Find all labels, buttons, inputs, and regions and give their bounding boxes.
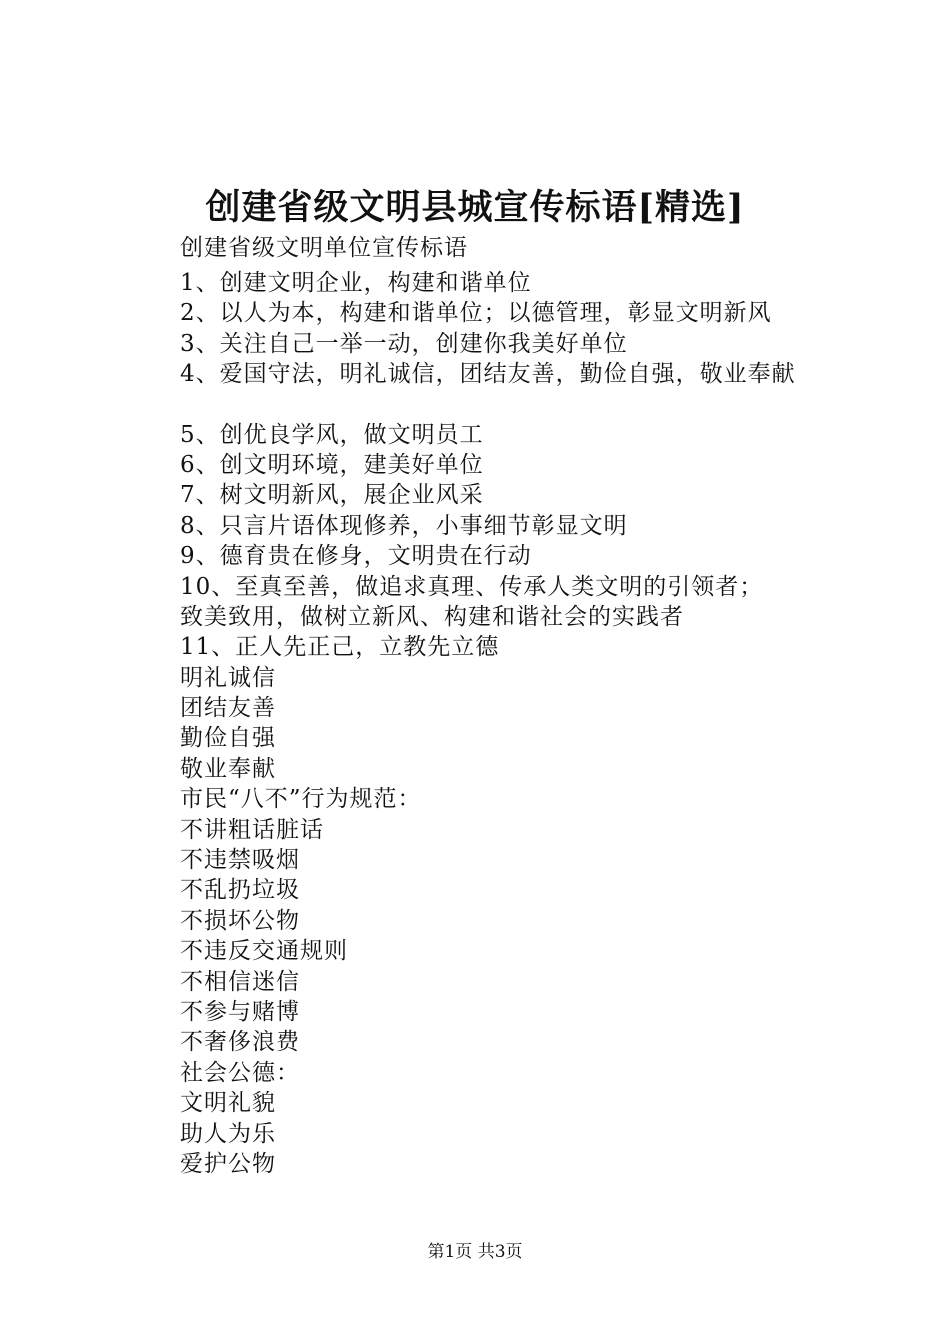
list-item: 不违反交通规则 <box>180 938 348 965</box>
list-item: 不参与赌博 <box>180 998 300 1025</box>
list-item: 9、德育贵在修身，文明贵在行动 <box>180 543 532 570</box>
list-item: 敬业奉献 <box>180 755 276 782</box>
list-item: 1、创建文明企业，构建和谐单位 <box>180 270 532 296</box>
list-item: 不讲粗话脏话 <box>180 816 324 843</box>
list-item: 不违禁吸烟 <box>180 847 300 874</box>
list-item: 10、至真至善，做追求真理、传承人类文明的引领者； <box>180 573 764 600</box>
list-item: 市民“八不”行为规范： <box>180 786 422 813</box>
list-item: 5、创优良学风，做文明员工 <box>180 421 484 448</box>
list-item: 2、以人为本，构建和谐单位；以德管理，彰显文明新风 <box>180 300 772 327</box>
list-item: 致美致用，做树立新风、构建和谐社会的实践者 <box>180 603 684 630</box>
document-title: 创建省级文明县城宣传标语[精选] <box>205 187 745 228</box>
list-item: 7、树文明新风，展企业风采 <box>180 482 484 509</box>
list-item: 文明礼貌 <box>180 1090 276 1117</box>
list-item: 勤俭自强 <box>180 725 276 752</box>
list-item: 团结友善 <box>180 695 276 722</box>
list-item: 11、正人先正己，立教先立德 <box>180 634 500 661</box>
list-item: 明礼诚信 <box>180 664 276 691</box>
list-item: 不乱扔垃圾 <box>180 877 300 904</box>
list-item: 8、只言片语体现修养，小事细节彰显文明 <box>180 512 628 539</box>
list-item: 不损坏公物 <box>180 907 300 934</box>
list-item: 6、创文明环境，建美好单位 <box>180 451 484 478</box>
list-item: 爱护公物 <box>180 1150 276 1177</box>
list-item: 助人为乐 <box>180 1120 276 1147</box>
slogan-list <box>180 268 880 1179</box>
list-item: 不奢侈浪费 <box>180 1029 300 1056</box>
list-item: 不相信迷信 <box>180 968 300 995</box>
list-item: 社会公德： <box>180 1059 300 1086</box>
list-item: 4、爱国守法，明礼诚信，团结友善，勤俭自强，敬业奉献 <box>180 361 796 388</box>
list-item: 3、关注自己一举一动，创建你我美好单位 <box>180 330 628 357</box>
document-subtitle: 创建省级文明单位宣传标语 <box>180 235 468 261</box>
page-footer: 第1页 共3页 <box>427 1242 523 1262</box>
